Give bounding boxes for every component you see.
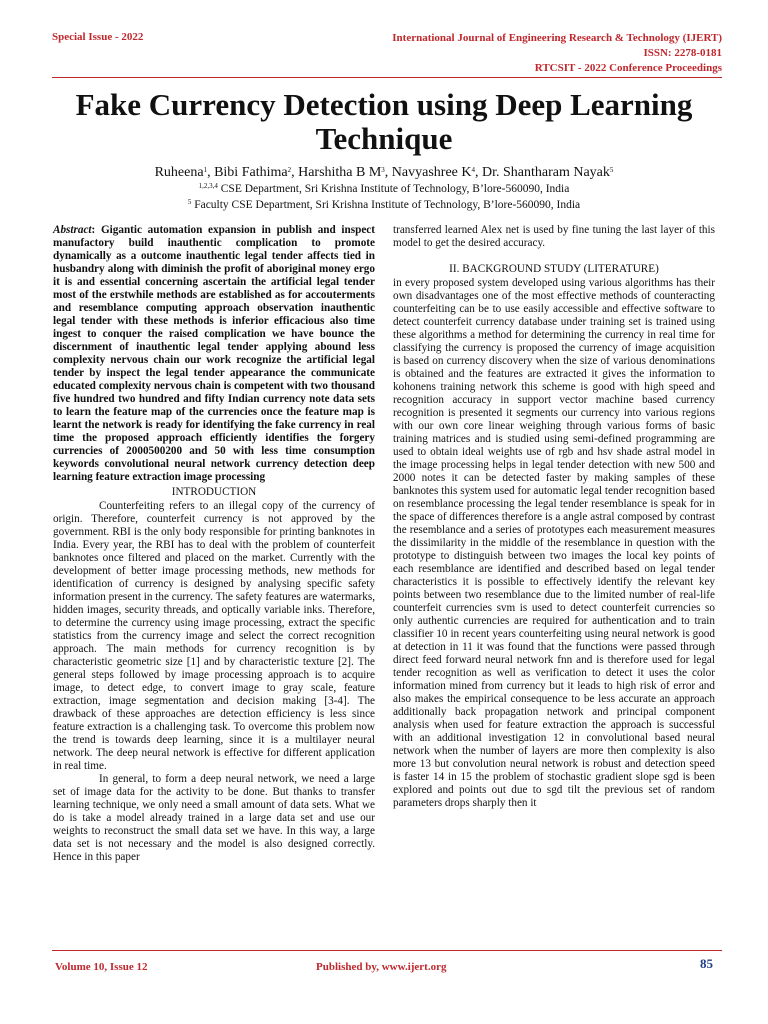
- author: Ruheena: [154, 165, 204, 180]
- journal-name: International Journal of Engineering Research & Technology (IJERT): [392, 32, 722, 44]
- abstract-text: : Gigantic automation expansion in publish and inspect manufactory build inauthentic complication to promote dynamically as a outcome inauthentic legal tender affects tied in husbandry along with diminish the profit of aboriginal money ergo it is and essential concerning ascertain the artificial legal tender most of the erstwhile methods are established as for accouterments and resemblance computing approach observation inauthentic legal tender with these methods is inferior efficacious also time ingest to conquer the raised complication we have bounce the discernment of inauthentic legal tender applying abound less complexity nervous chain our work recognize the artificial legal tender by inspect the legal tender appearance the communicate educated complexity nervous chain is competent with two thousand five hundred two hundred and fifty Indian currency note data sets to learn the feature map of the currencies once the feature map is learnt the network is ready for identifying the fake currency in real time the proposed approach efficiently identifies the forgery currencies of 2000500200 and 50 with less time consumption keywords convolutional neural network currency detection deep learning feature extraction image processing: [53, 224, 375, 483]
- affiliation-text: CSE Department, Sri Krishna Institute of Technology, B’lore-560090, India: [217, 183, 570, 195]
- author: Dr. Shantharam Nayak: [481, 165, 610, 180]
- issn: ISSN: 2278-0181: [643, 47, 722, 59]
- left-column: [53, 224, 375, 864]
- introduction-heading: INTRODUCTION: [171, 486, 257, 498]
- affiliation-2: [40, 198, 728, 212]
- author-sup: 5: [609, 166, 614, 174]
- journal-header: [392, 31, 722, 76]
- affiliation-text: Faculty CSE Department, Sri Krishna Institute of Technology, B’lore-560090, India: [191, 199, 581, 211]
- background-paragraph: in every proposed system developed using various algorithms has their own disadvantages one of the most effective methods of counteracting counterfeiting can be to use easily accessible and effective software to detect counterfeit currency database under training set is trained using these algorithms a method for determining the currency in real time for classifying the currency is proposed the currency of image acquisition is based on currency discovery when the size of various denominations is obtained and the features are extracted it gives the information to kohonens training network this scheme is good with high speed and recognition accuracy in support vector machine based currency recognition is presented it segments our currency into various regions with our own core linear weighing through various forms of basic training matrices and is studied using semi-defined programming are used to obtain ideal weights use of rgb and hsv shade astral model in the image processing helps in legal tender detection with new 500 and 2000 notes it can be detected faster by making samples of these banknotes this system used for automatic legal tender recognition based on resemblance processing the legal tender resemblance is speak for in the space of differences therefore is a angle astral composed by contrast the resemblance and a series of prototypes each measurement measures the dissimilarity in the middle of the resemblance in question with the prototype to distinguish between two images the local key points of each resemblance are identified and described based on legal tender characteristics it is possible to effectively identify the relevant key points between two resemblance due to the limited number of real-life counterfeit currencies svm is used to detect counterfeit currencies so only authentic currencies are required for authentication and to train classifier 10 in recent years counterfeiting using neural network is good at detection in 11 it was found that the functions were passed through direct feed forward neural network fnn and is therefore used for legal tender recognition as well as verification to detect it uses the color information mined from currency but it leads to high risk of error and also makes the empirical consequence to be less accurate an approach additionally back propagation network and principal component analysis when used for feature extraction the approach is successful with an additional investigation 12 in convolutional based neural network when the number of layers are more then complexity is also more 13 but convolution neural network is robust and detection speed is faster 14 in 15 the problem of stochastic gradient slope sgd is been explored and points out due to sgd tilt the previous set of random parameters drops sharply then it: [393, 277, 715, 809]
- author-sup: 1: [203, 166, 208, 174]
- author-sup: 2: [287, 166, 292, 174]
- intro-paragraph-2: In general, to form a deep neural network, we need a large set of image data for the activity to be done. But thanks to transfer learning technique, we only need a small amount of data sets. What we do is take a model already trained in a large data set and use our weights to reconstruct the small data set we have. In this way, a large data set is not necessary and the model is also designed correctly. Hence in this paper: [53, 773, 375, 863]
- intro-paragraph-1: Counterfeiting refers to an illegal copy of the currency of origin. Therefore, counterfeit currency is not approved by the government. RBI is the only body responsible for printing banknotes in India. Every year, the RBI has to deal with the problem of counterfeit banknotes once filtered and placed on the market. Currently with the development of better image processing methods, new methods for identification of currency is designed by analysing specific safety information present in the currency. The safety features are watermarks, hidden images, security threads, and optically variable inks. Therefore, to determine the currency using image processing, extract the specific statistics from the currency image and select the correct recognition approach. The main methods for currency recognition is by characteristic geometric size [1] and by characteristic texture [2]. The general steps followed by image processing approach is to acquire image, to detect edge, to convert image to gray scale, feature extraction, image segmentation and decision making [3-4]. The drawback of these approaches are detection efficiency is less since feature extraction is a challenging task. To overcome this problem now the trend is towards deep learning, since it is a multilayer neural network. The deep neural network is effective for different application in real time.: [53, 500, 375, 772]
- affiliation-1: [40, 182, 728, 196]
- author: Navyashree K: [391, 165, 472, 180]
- publisher-link[interactable]: Published by, www.ijert.org: [316, 961, 447, 973]
- special-issue-label: Special Issue - 2022: [52, 31, 144, 43]
- paper-title: Fake Currency Detection using Deep Learning Technique: [75, 87, 693, 156]
- abstract: [53, 224, 375, 484]
- footer-rule: [52, 950, 722, 951]
- page-number: 85: [700, 956, 713, 971]
- intro-paragraph-3: transferred learned Alex net is used by fine tuning the last layer of this model to get the desired accuracy.: [393, 224, 715, 249]
- author-sup: 4: [471, 166, 475, 174]
- right-column: [393, 224, 715, 810]
- author: Harshitha B M: [298, 165, 382, 180]
- conference-proceedings: RTCSIT - 2022 Conference Proceedings: [534, 62, 722, 74]
- abstract-label: Abstract: [53, 224, 92, 236]
- author-sup: 3: [381, 166, 385, 174]
- affiliation-sup: 1,2,3,4: [198, 182, 218, 190]
- author-list: Ruheena$^1$, Bibi Fathima$^2$, Harshitha B $M^3$, Navyashree $K^4$, Dr. Shantharam Nayak$^5$: [154, 165, 614, 180]
- affiliation-sup: 5: [187, 198, 192, 206]
- header-rule: [52, 77, 722, 78]
- background-heading: II. BACKGROUND STUDY (LITERATURE): [449, 263, 659, 275]
- author: Bibi Fathima: [214, 165, 288, 180]
- volume-issue: Volume 10, Issue 12: [55, 961, 148, 973]
